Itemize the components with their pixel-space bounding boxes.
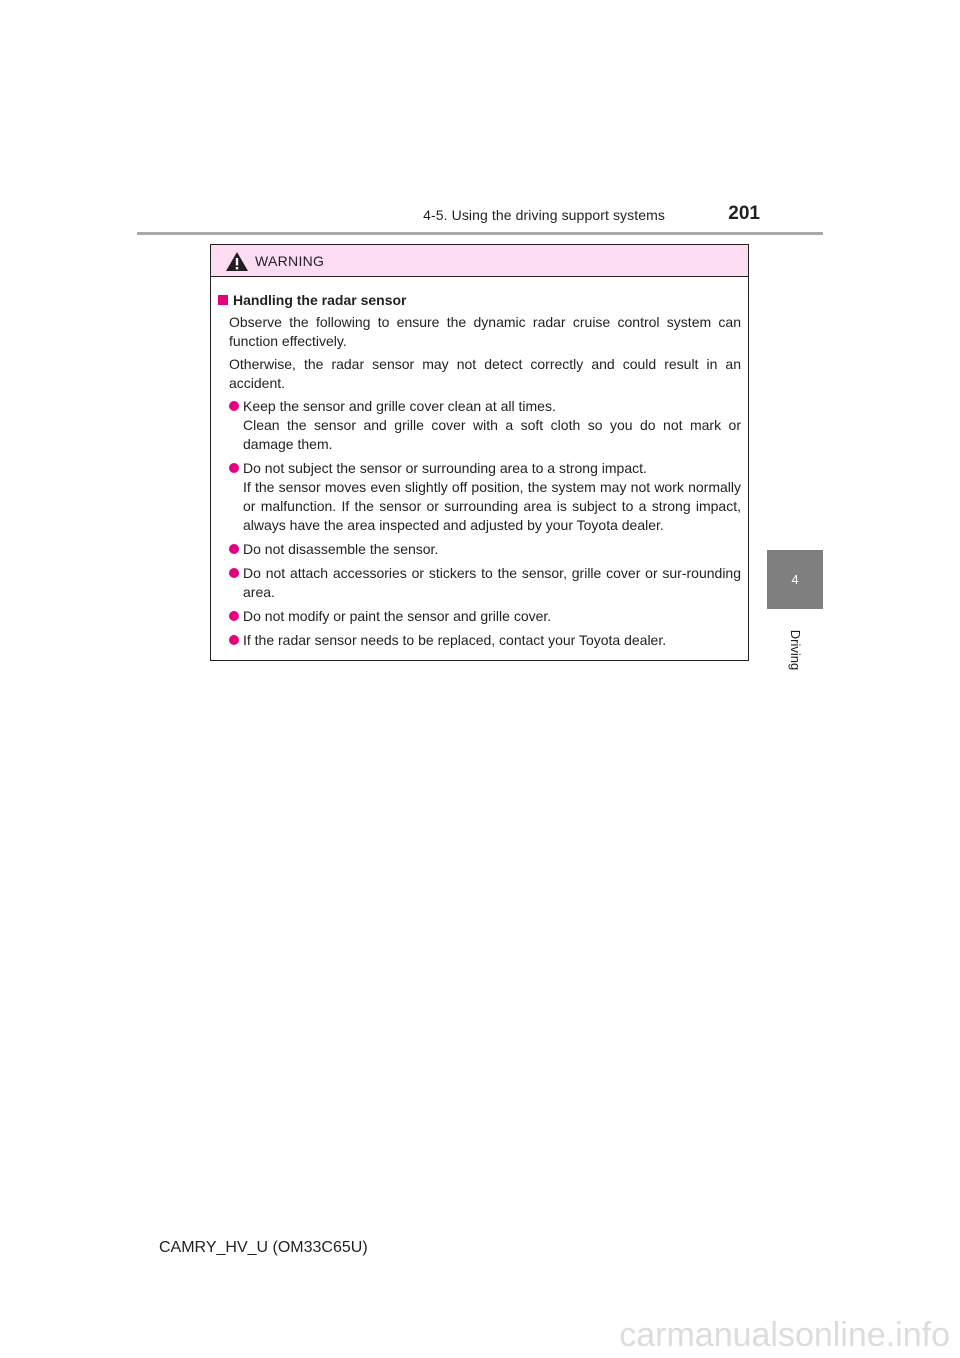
warning-heading: Handling the radar sensor — [233, 292, 407, 308]
bullet-title: If the radar sensor needs to be replaced, contact your Toyota dealer. — [243, 632, 667, 648]
bullet-item — [229, 607, 741, 626]
bullet-item — [229, 564, 741, 602]
intro-paragraph: Otherwise, the radar sensor may not detect correctly and could result in an accident. — [229, 356, 741, 391]
warning-box — [210, 244, 749, 661]
bullet-title: Do not attach accessories or stickers to the sensor, grille cover or sur-rounding area. — [243, 565, 741, 600]
page-number: 201 — [728, 203, 760, 224]
round-bullet-icon — [229, 568, 239, 578]
square-bullet-icon — [218, 295, 228, 305]
warning-label: WARNING — [255, 253, 325, 269]
round-bullet-icon — [229, 401, 239, 411]
warning-triangle-icon — [225, 251, 249, 272]
warning-body — [211, 277, 748, 650]
round-bullet-icon — [229, 611, 239, 621]
bullet-title: Do not disassemble the sensor. — [243, 541, 439, 557]
footer-doc-id: CAMRY_HV_U (OM33C65U) — [159, 1239, 368, 1256]
section-title: 4-5. Using the driving support systems — [423, 207, 665, 223]
round-bullet-icon — [229, 463, 239, 473]
round-bullet-icon — [229, 635, 239, 645]
header-rule — [137, 232, 823, 235]
warning-header — [211, 245, 748, 277]
chapter-label: Driving — [788, 629, 803, 671]
bullet-title: Do not modify or paint the sensor and grille cover. — [243, 608, 552, 624]
bullet-item — [229, 397, 741, 454]
bullet-title: Do not subject the sensor or surrounding area to a strong impact. — [243, 460, 647, 476]
bullet-detail: Clean the sensor and grille cover with a soft cloth so you do not mark or damage them. — [243, 417, 741, 452]
warning-subheading — [218, 291, 741, 310]
round-bullet-icon — [229, 544, 239, 554]
bullet-detail: If the sensor moves even slightly off position, the system may not work normally or malfunction. If the sensor or surrounding area is subject to a strong impact, always have the area inspected and adjusted by your Toyota dealer. — [243, 479, 741, 533]
bullet-item — [229, 459, 741, 535]
bullet-title: Keep the sensor and grille cover clean at all times. — [243, 398, 556, 414]
intro-paragraph: Observe the following to ensure the dynamic radar cruise control system can function effectively. — [229, 314, 741, 349]
watermark: carmanualsonline.info — [619, 1316, 950, 1354]
chapter-tab: 4 — [767, 550, 823, 609]
bullet-item — [229, 631, 741, 650]
bullet-item — [229, 540, 741, 559]
